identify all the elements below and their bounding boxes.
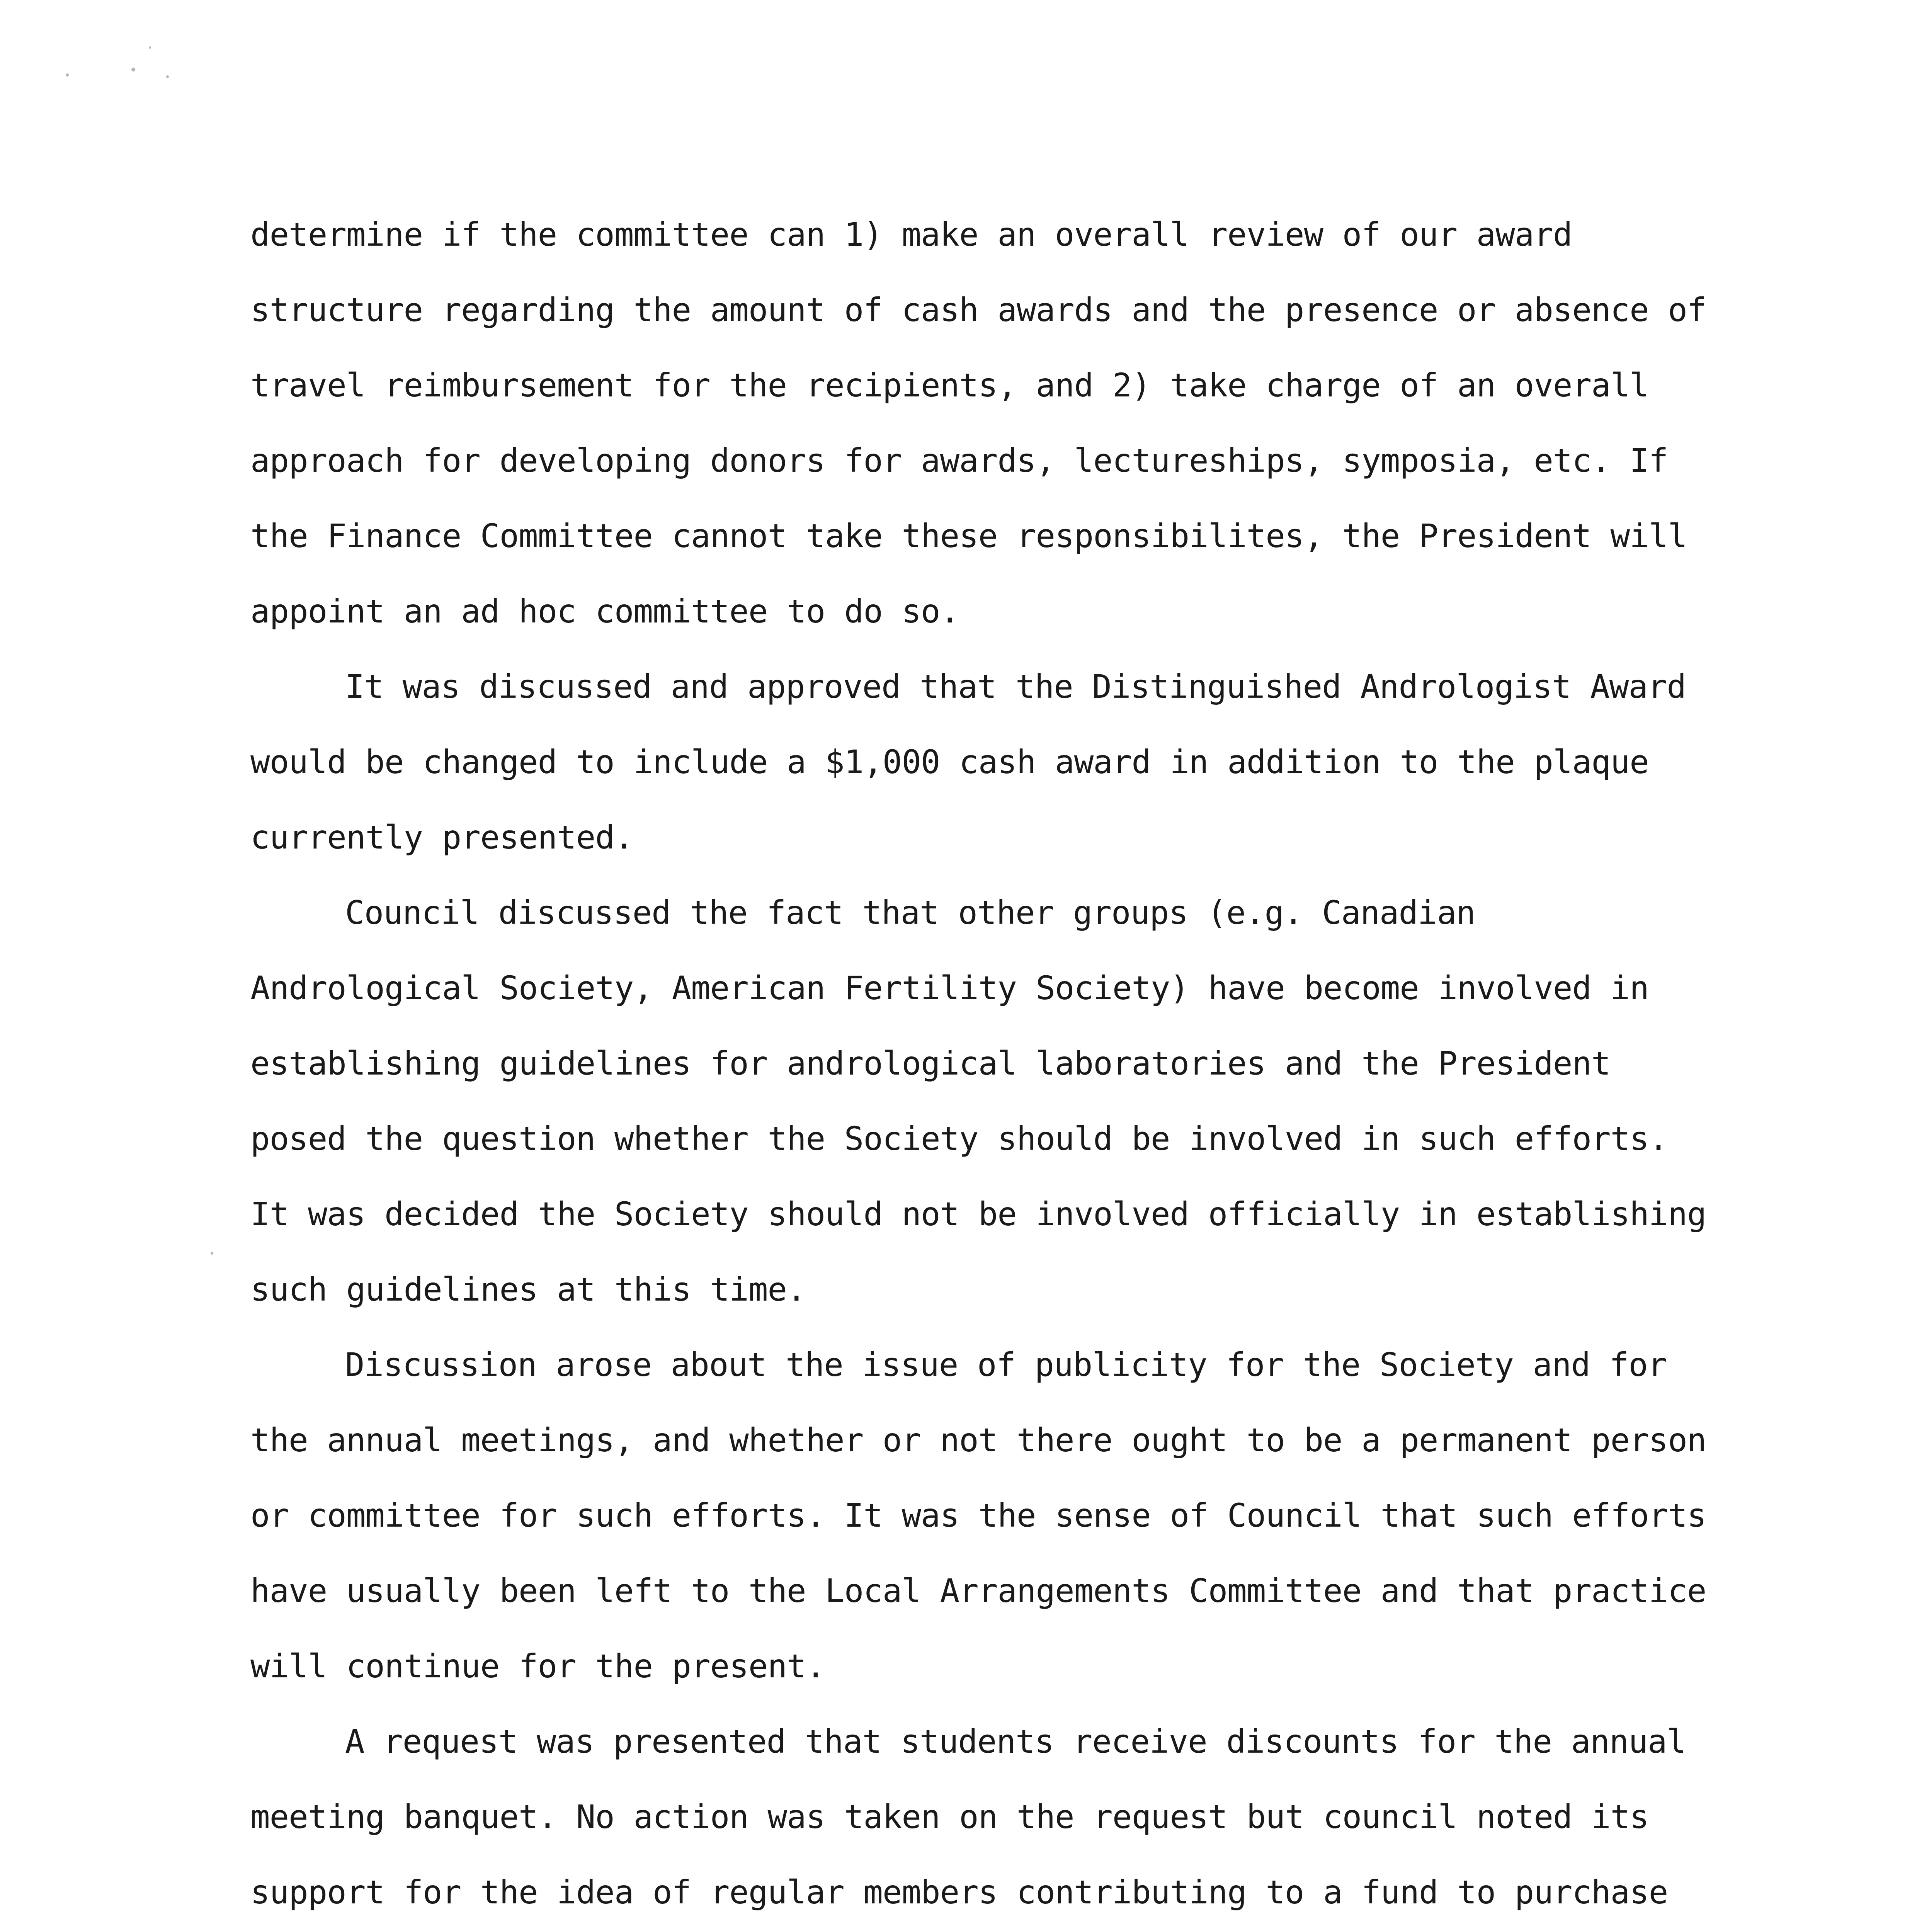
- paragraph-lab-guidelines: Council discussed the fact that other groups (e.g. Canadian Andrological Society, American Fertility Society) have become involved in establishing guidelines for andrological laboratories and the President posed the question whether the Society should be involved in such efforts. It was decided the Society should not be involved officially in establishing such guidelines at this time.: [250, 894, 1706, 1308]
- paragraph-student-discounts: A request was presented that students receive discounts for the annual meeting banquet. No action was taken on the request but council noted its support for the idea of regular members contributing to a fund to purchase: [250, 1723, 1686, 1911]
- paragraph-distinguished-award: It was discussed and approved that the Distinguished Andrologist Award would be changed to include a $1,000 cash award in addition to the plaque currently presented.: [250, 668, 1686, 856]
- scan-speck: [66, 73, 69, 77]
- scan-speck: [166, 75, 169, 78]
- paragraph-publicity: Discussion arose about the issue of publicity for the Society and for the annual meetings, and whether or not there ought to be a permanent person or committee for such efforts. It was the sense of Council that such efforts have usually been left to the Local Arrangements Committee and that practice will continue for the present.: [250, 1346, 1706, 1685]
- scan-speck: [211, 1252, 213, 1255]
- scan-speck: [149, 46, 151, 49]
- scan-speck: [131, 68, 135, 71]
- document-body: [250, 197, 1711, 1932]
- paragraph-award-review: determine if the committee can 1) make an overall review of our award structure regarding the amount of cash awards and the presence or absence of travel reimbursement for the recipients, and 2) take charge of an overall approach for developing donors for awards, lectureships, symposia, etc. If the Finance Committee cannot take these responsibilites, the President will appoint an ad hoc committee to do so.: [250, 216, 1706, 630]
